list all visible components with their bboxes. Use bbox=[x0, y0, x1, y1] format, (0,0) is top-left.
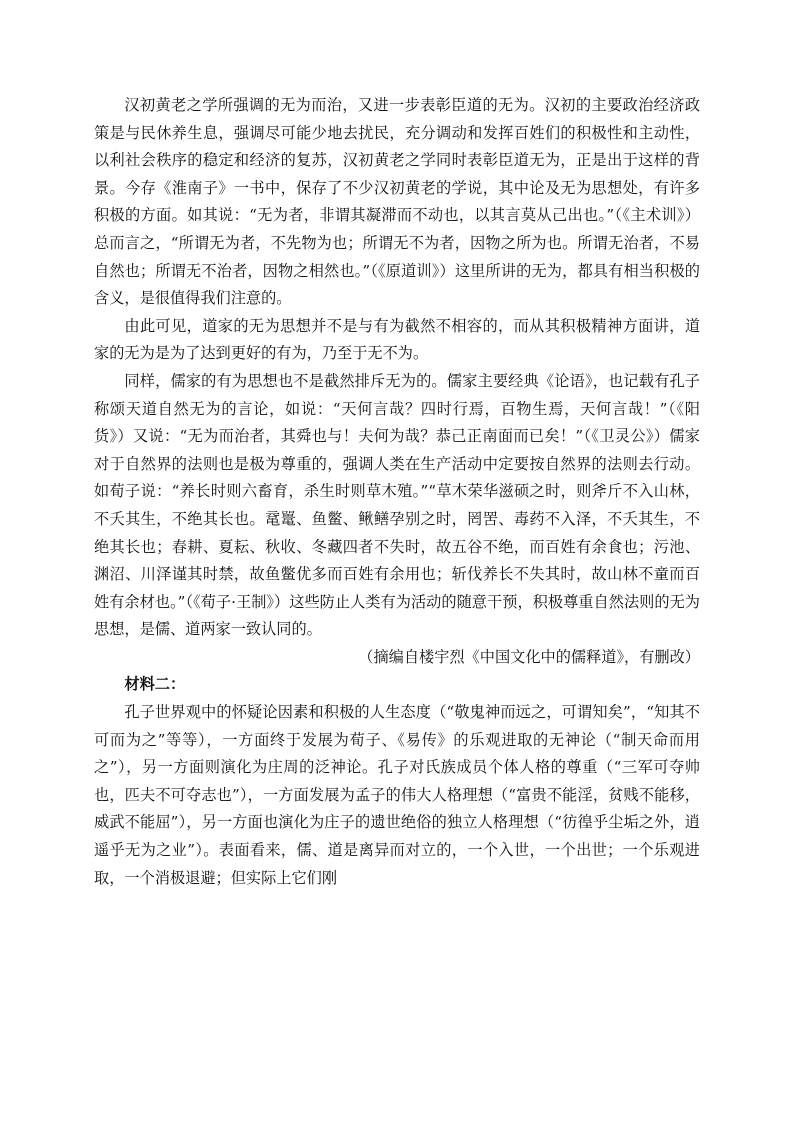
material-two-heading: 材料二： bbox=[124, 675, 186, 694]
paragraph-huanglao-wuwei: 汉初黄老之学所强调的无为而治，又进一步表彰臣道的无为。汉初的主要政治经济政策是与民休养生息，强调尽可能少地去扰民，充分调动和发挥百姓们的积极性和主动性，以利社会秩序的稳定和经济的复苏，汉初黄老之学同时表彰臣道无为，正是出于这样的背景。今存《淮南子》一书中，保存了不少汉初黄老的学说，其中论及无为思想处，有许多积极的方面。如其说：“无为者，非谓其凝滞而不动也，以其言莫从己出也。”（《主术训》）总而言之，“所谓无为者，不先物为也；所谓无不为者，因物之所为也。所谓无治者，不易自然也；所谓无不治者，因物之相然也。”（《原道训》）这里所讲的无为，都具有相当积极的含义，是很值得我们注意的。 bbox=[94, 96, 700, 308]
source-citation: （摘编自楼宇烈《中国文化中的儒释道》，有删改） bbox=[358, 647, 700, 666]
paragraph-confucian-youwei: 同样，儒家的有为思想也不是截然排斥无为的。儒家主要经典《论语》，也记载有孔子称颂天道自然无为的言论，如说：“天何言哉？四时行焉，百物生焉，天何言哉！”（《阳货》）又说：“无为而治者，其舜也与！夫何为哉？恭己正南面而已矣！”（《卫灵公》）儒家对于自然界的法则也是极为尊重的，强调人类在生产活动中定要按自然界的法则去行动。如荀子说：“养长时则六畜育，杀生时则草木殖。”“草木荣华滋硕之时，则斧斤不入山林，不夭其生，不绝其长也。鼋鼍、鱼鳖、鳅鳝孕别之时，罔罟、毒药不入泽，不夭其生，不绝其长也；春耕、夏耘、秋收、冬藏四者不失时，故五谷不绝，而百姓有余食也；污池、渊沼、川泽谨其时禁，故鱼鳖优多而百姓有余用也；斩伐养长不失其时，故山林不童而百姓有余材也。”（《荀子·王制》）这些防止人类有为活动的随意干预，积极尊重自然法则的无为思想，是儒、道两家一致认同的。 bbox=[94, 371, 700, 639]
paragraph-daoist-wuwei-conclusion: 由此可见，道家的无为思想并不是与有为截然不相容的，而从其积极精神方面讲，道家的无为是为了达到更好的有为，乃至于无不为。 bbox=[94, 316, 700, 363]
paragraph-material-two: 孔子世界观中的怀疑论因素和积极的人生态度（“敬鬼神而远之，可谓知矣”，“知其不可而为之”等等），一方面终于发展为荀子、《易传》的乐观进取的无神论（“制天命而用之”），另一方面则演化为庄周的泛神论。孔子对氏族成员个体人格的尊重（“三军可夺帅也，匹夫不可夺志也”），一方面发展为孟子的伟大人格理想（“富贵不能淫，贫贱不能移，威武不能屈”），另一方面也演化为庄子的遗世绝俗的独立人格理想（“彷徨乎尘垢之外，逍遥乎无为之业”）。表面看来，儒、道是离异而对立的，一个入世，一个出世；一个乐观进取，一个消极退避；但实际上它们刚 bbox=[94, 703, 700, 887]
document-page bbox=[94, 92, 700, 892]
